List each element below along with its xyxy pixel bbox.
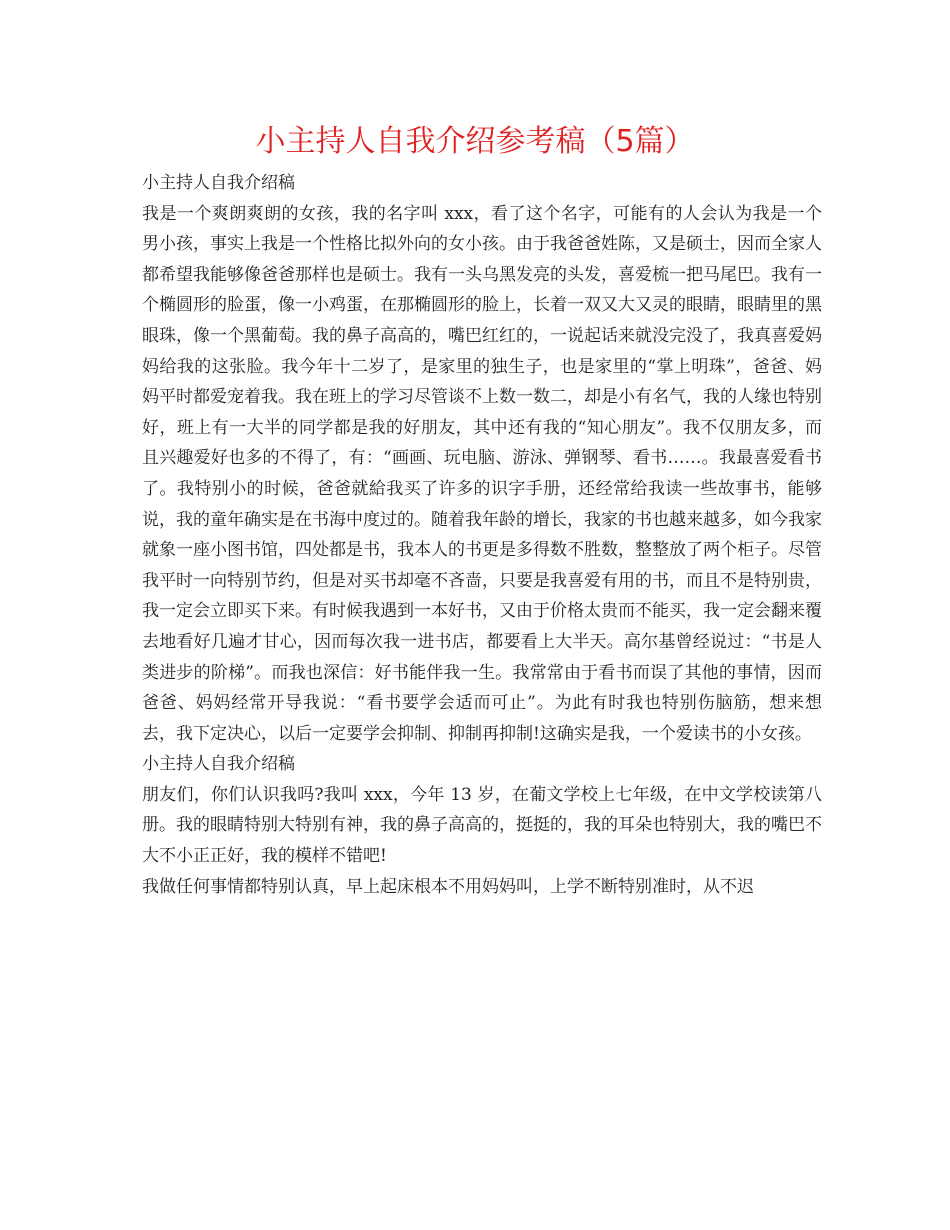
section-heading: 小主持人自我介绍稿 — [142, 754, 295, 775]
document-body — [142, 168, 822, 902]
section-paragraph: 朋友们，你们认识我吗?我叫 xxx，今年 13 岁，在葡文学校上七年级，在中文学校读第八册。我的眼睛特别大特别有神，我的鼻子高高的，挺挺的，我的耳朵也特别大，我的嘴巴不大不小正正好，我的模样不错吧! — [142, 784, 822, 867]
section-paragraph: 我做任何事情都特别认真，早上起床根本不用妈妈叫，上学不断特别准时，从不迟 — [142, 876, 754, 897]
section-heading: 小主持人自我介绍稿 — [142, 173, 295, 193]
document-title: 小主持人自我介绍参考稿（5篇） — [255, 124, 695, 159]
section-paragraph: 我是一个爽朗爽朗的女孩，我的名字叫 xxx，看了这个名字，可能有的人会认为我是一个男小孩，事实上我是一个性格比拟外向的女小孩。由于我爸爸姓陈，又是硕士，因而全家人都希望我能够像爸爸那样也是硕士。我有一头乌黑发亮的头发，喜爱梳一把马尾巴。我有一个椭圆形的脸蛋，像一小鸡蛋，在那椭圆形的脸上，长着一双又大又灵的眼睛，眼睛里的黑眼珠，像一个黑葡萄。我的鼻子高高的，嘴巴红红的，一说起话来就没完没了，我真喜爱妈妈给我的这张脸。我今年十二岁了，是家里的独生子，也是家里的“掌上明珠”，爸爸、妈妈平时都爱宠着我。我在班上的学习尽管谈不上数一数二，却是小有名气，我的人缘也特别好，班上有一大半的同学都是我的好朋友，其中还有我的“知心朋友”。我不仅朋友多，而且兴趣爱好也多的不得了，有：“画画、玩电脑、游泳、弹钢琴、看书……。我最喜爱看书了。我特别小的时候，爸爸就給我买了许多的识字手册，还经常给我读一些故事书，能够说，我的童年确实是在书海中度过的。随着我年龄的增长，我家的书也越来越多，如今我家就象一座小图书馆，四处都是书，我本人的书更是多得数不胜数，整整放了两个柜子。尽管我平时一向特别节约，但是对买书却毫不吝啬，只要是我喜爱有用的书，而且不是特别贵，我一定会立即买下来。有时候我遇到一本好书，又由于价格太贵而不能买，我一定会翻来覆去地看好几遍才甘心，因而每次我一进书店，都要看上大半天。高尔基曾经说过：“书是人类进步的阶梯”。而我也深信：好书能伴我一生。我常常由于看书而误了其他的事情，因而爸爸、妈妈经常开导我说：“看书要学会适而可止”。为此有时我也特别伤脑筋，想来想去，我下定决心，以后一定要学会抑制、抑制再抑制!这确实是我，一个爱读书的小女孩。 — [142, 203, 822, 744]
